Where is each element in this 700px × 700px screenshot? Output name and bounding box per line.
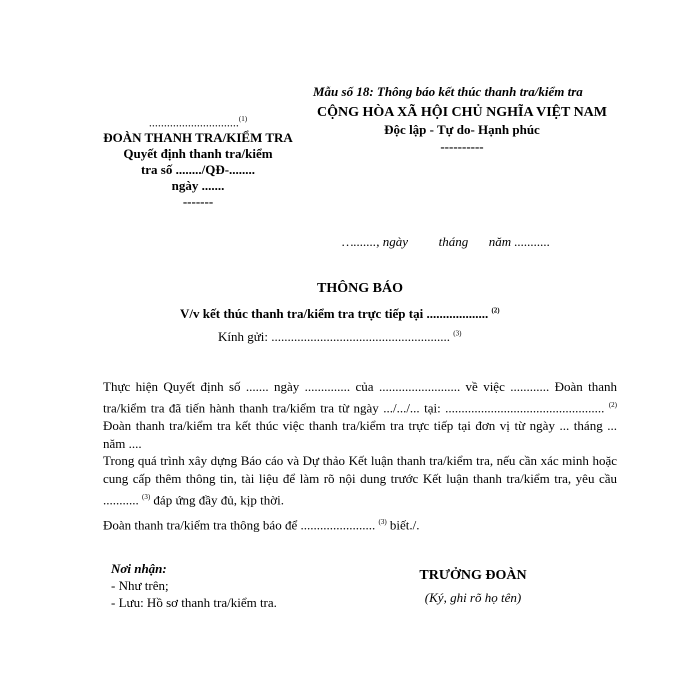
footnote-2: (2) — [491, 306, 500, 315]
p3-text-a: Đoàn thanh tra/kiểm tra thông báo để ....................... — [103, 517, 376, 533]
form-title: Mẫu số 18: Thông báo kết thúc thanh tra/kiểm tra — [313, 84, 583, 99]
recipient-item: - Lưu: Hồ sơ thanh tra/kiểm tra. — [111, 595, 277, 610]
p2-text-b: đáp ứng đầy đủ, kịp thời. — [153, 492, 284, 508]
p3-text-b: biết./. — [389, 517, 420, 533]
date-month: tháng — [438, 234, 469, 249]
decision-line-1: Quyết định thanh tra/kiểm — [123, 146, 273, 162]
recipients-block — [111, 560, 277, 611]
p2-footnote: (3) — [142, 493, 151, 501]
notice-subject — [180, 306, 500, 322]
p2-text-a: Trong quá trình xây dựng Báo cáo và Dự thảo Kết luận thanh tra/kiểm tra, nếu cần xác minh hoặc cung cấp thêm thông tin, tài liệu để làm rõ nội dung trước Kết luận thanh tra/kiểm tra, yêu cầu ........... — [103, 453, 617, 508]
agency-dots: .............................. — [148, 115, 239, 130]
body-paragraph-1 — [103, 378, 617, 453]
agency-line — [100, 111, 296, 130]
date-year: năm ........... — [488, 234, 551, 249]
addressee-line — [218, 329, 461, 345]
decision-date: ngày ....... — [171, 178, 225, 194]
p3-footnote: (3) — [378, 518, 387, 526]
recipients-heading: Nơi nhận: — [111, 561, 167, 576]
subject-text: V/v kết thúc thanh tra/kiểm tra trực tiếp tại ................... — [180, 306, 489, 321]
signature-block — [398, 565, 548, 609]
national-header — [300, 104, 624, 155]
addressee-text: Kính gửi: ....................................................... — [218, 329, 451, 344]
signature-note: (Ký, ghi rõ họ tên) — [424, 590, 522, 605]
footnote-1: (1) — [238, 115, 248, 123]
p1-text-a: Thực hiện Quyết định số ....... ngày .............. của ......................... về việc ............ Đoàn thanh tra/kiểm tra đã tiến hành thanh tra/kiểm tra từ ngày .../.../... tại: ................................................. — [103, 379, 617, 416]
p1-footnote: (2) — [608, 401, 617, 409]
nation-name: CỘNG HÒA XÃ HỘI CHỦ NGHĨA VIỆT NAM — [316, 105, 607, 120]
issuing-agency-block — [100, 111, 296, 210]
p1-text-b: Đoàn thanh tra/kiểm tra kết thúc việc thanh tra/kiểm tra trực tiếp tại đơn vị từ ngày ... tháng ... năm .... — [103, 418, 617, 452]
notice-title: THÔNG BÁO — [317, 281, 403, 296]
national-motto: Độc lập - Tự do- Hạnh phúc — [384, 122, 540, 137]
body-paragraph-2 — [103, 452, 617, 509]
signer-role: TRƯỞNG ĐOÀN — [419, 568, 527, 583]
date-place: …......., ngày — [342, 234, 409, 249]
recipient-item: - Như trên; — [111, 578, 169, 593]
body-paragraph-3 — [103, 513, 617, 534]
decision-line-2: tra số ......../QĐ-........ — [140, 162, 256, 178]
left-separator: ------- — [182, 194, 214, 210]
date-line — [342, 234, 550, 250]
footnote-3: (3) — [453, 329, 462, 338]
right-separator: ---------- — [440, 139, 484, 154]
team-name: ĐOÀN THANH TRA/KIỂM TRA — [103, 130, 293, 146]
